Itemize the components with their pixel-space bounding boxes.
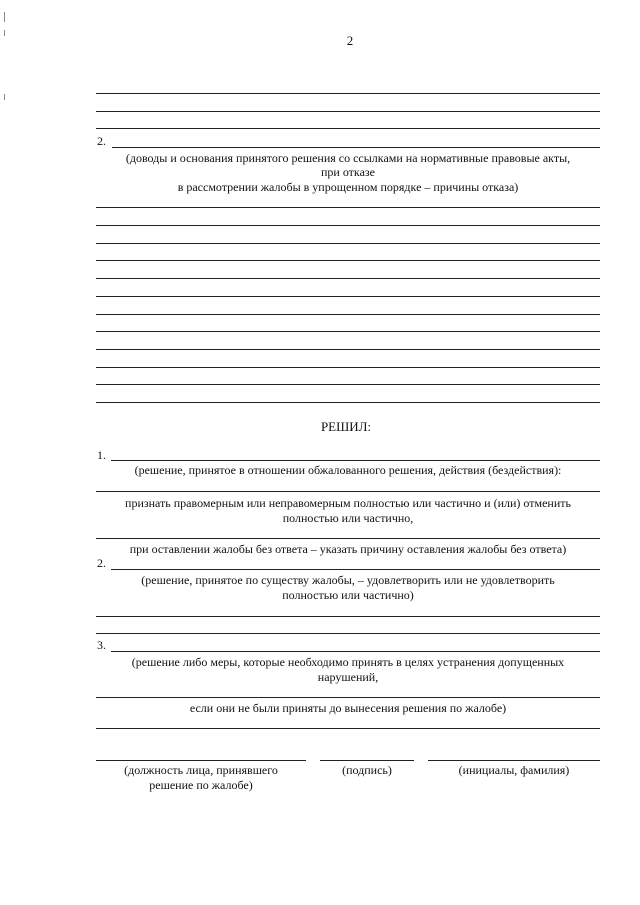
signature-position-caption-line2: решение по жалобе) xyxy=(149,778,253,792)
fill-line xyxy=(96,491,600,492)
item3-number: 3. xyxy=(97,638,106,652)
item2-caption-line1: (решение, принятое по существу жалобы, – удовлетворить или не удовлетворить xyxy=(141,573,555,587)
fill-line xyxy=(96,207,600,208)
signature-sign-line xyxy=(320,760,414,761)
item1-sub1-line2: полностью или частично, xyxy=(282,511,414,525)
fill-line xyxy=(96,128,600,129)
item3-caption-line2: нарушений, xyxy=(317,670,379,684)
decision-heading: РЕШИЛ: xyxy=(320,419,372,434)
signature-sign-caption: (подпись) xyxy=(342,763,392,777)
signature-position-caption-line1: (должность лица, принявшего xyxy=(124,763,278,777)
fill-line xyxy=(96,278,600,279)
fill-line xyxy=(96,538,600,539)
fill-line xyxy=(96,633,600,634)
scan-edge-mark xyxy=(4,30,5,36)
item1-sub2: при оставлении жалобы без ответа – указать причину оставления жалобы без ответа) xyxy=(129,542,567,556)
section2-caption-line3: в рассмотрении жалобы в упрощенном порядке – причины отказа) xyxy=(177,180,519,194)
item2-caption-line2: полностью или частично) xyxy=(282,588,414,602)
item1-number: 1. xyxy=(97,448,106,462)
fill-line xyxy=(96,314,600,315)
fill-line xyxy=(96,697,600,698)
signature-name-line xyxy=(428,760,600,761)
fill-line xyxy=(96,367,600,368)
fill-line xyxy=(96,384,600,385)
fill-line xyxy=(96,260,600,261)
signature-name-caption: (инициалы, фамилия) xyxy=(458,763,570,777)
scan-edge-mark xyxy=(4,94,5,100)
fill-line xyxy=(111,569,600,570)
fill-line xyxy=(112,147,600,148)
signature-position-line xyxy=(96,760,306,761)
section2-caption-line2: при отказе xyxy=(321,165,375,179)
item2-number: 2. xyxy=(97,556,106,570)
fill-line xyxy=(96,728,600,729)
page-number: 2 xyxy=(346,33,354,48)
section2-caption-line1: (доводы и основания принятого решения со ссылками на нормативные правовые акты, xyxy=(125,151,571,165)
fill-line xyxy=(111,651,600,652)
item1-caption: (решение, принятое в отношении обжалованного решения, действия (бездействия): xyxy=(134,463,562,477)
fill-line xyxy=(96,111,600,112)
fill-line xyxy=(96,225,600,226)
fill-line xyxy=(96,402,600,403)
fill-line xyxy=(96,243,600,244)
item1-sub1-line1: признать правомерным или неправомерным полностью или частично и (или) отменить xyxy=(125,496,571,510)
item3-sub: если они не были приняты до вынесения решения по жалобе) xyxy=(189,701,507,715)
fill-line xyxy=(96,296,600,297)
fill-line xyxy=(96,349,600,350)
fill-line xyxy=(96,331,600,332)
section2-number: 2. xyxy=(97,134,106,148)
item3-caption-line1: (решение либо меры, которые необходимо принять в целях устранения допущенных xyxy=(131,655,565,669)
fill-line xyxy=(111,460,600,461)
fill-line xyxy=(96,616,600,617)
scan-edge-mark xyxy=(4,12,5,22)
fill-line xyxy=(96,93,600,94)
